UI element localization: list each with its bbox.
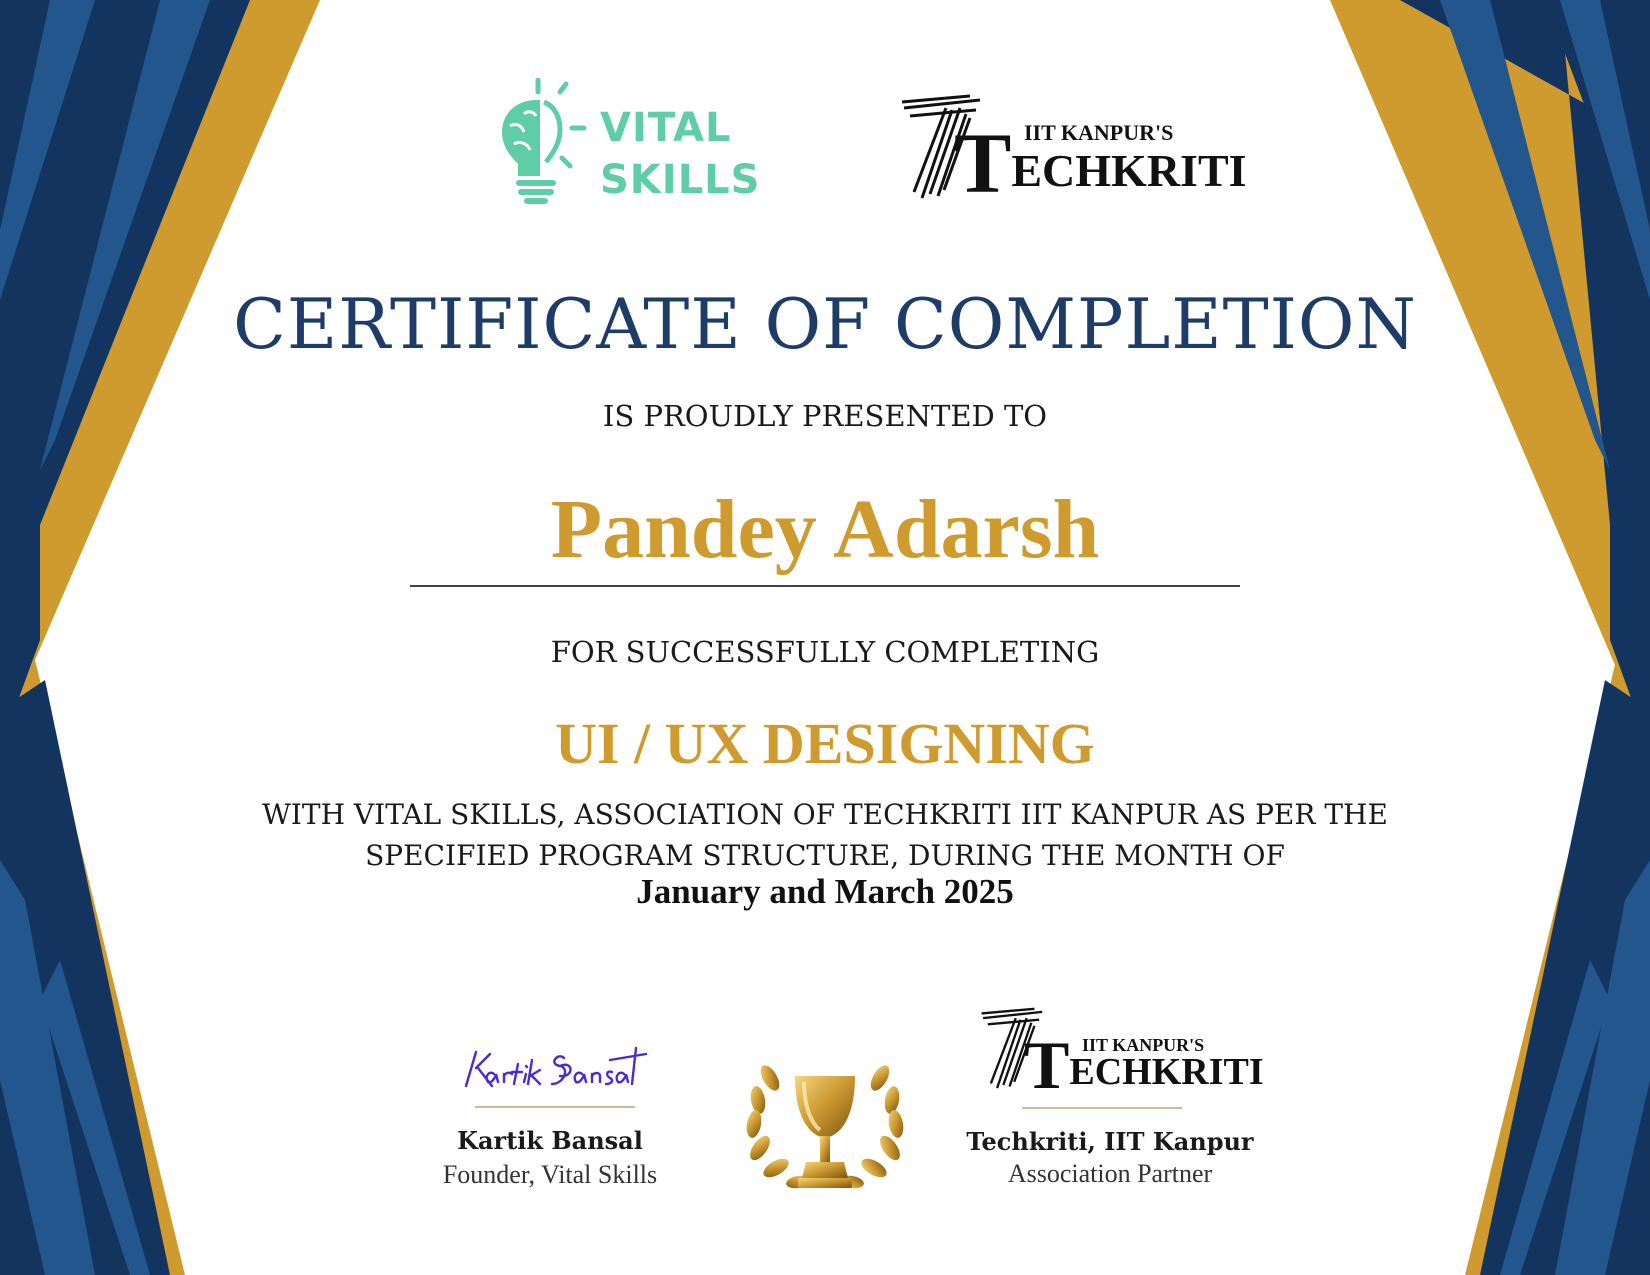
- techkriti-logo-rest-bottom: ECHKRITI: [1069, 1051, 1264, 1093]
- vital-skills-logo-line1: VITAL: [600, 105, 732, 151]
- handwritten-signature: [460, 1030, 650, 1100]
- completing-text: FOR SUCCESSFULLY COMPLETING: [550, 635, 1100, 669]
- signature-line-right: [1022, 1107, 1182, 1109]
- recipient-name: Pandey Adarsh: [550, 483, 1100, 576]
- presented-to-text: IS PROUDLY PRESENTED TO: [602, 399, 1048, 433]
- signature-line-left: [475, 1106, 635, 1108]
- vital-skills-logo-line2: SKILLS: [600, 157, 761, 203]
- program-period: January and March 2025: [636, 872, 1014, 911]
- signatory-role-right: Association Partner: [1007, 1159, 1213, 1188]
- description-line-1: WITH VITAL SKILLS, ASSOCIATION OF TECHKRITI IIT KANPUR AS PER THE: [262, 798, 1388, 831]
- techkriti-logo-prefix: IIT KANPUR'S: [1024, 120, 1174, 145]
- signatory-name-left: Kartik Bansal: [457, 1126, 643, 1155]
- trophy-laurel-icon: [740, 1048, 910, 1208]
- techkriti-logo-rest: ECHKRITI: [1011, 145, 1247, 196]
- certificate-title: CERTIFICATE OF COMPLETION: [233, 285, 1417, 365]
- techkriti-logo-letter: T: [954, 115, 1012, 211]
- techkriti-logo-letter-bottom: T: [1024, 1027, 1070, 1103]
- techkriti-logo: [900, 94, 1247, 211]
- description-line-2: SPECIFIED PROGRAM STRUCTURE, DURING THE MONTH OF: [365, 839, 1285, 872]
- techkriti-logo-prefix-bottom: IIT KANPUR'S: [1082, 1035, 1205, 1055]
- signature-block-partner: [950, 1005, 1270, 1190]
- recipient-underline: [410, 585, 1240, 587]
- signature-block-founder: [430, 1030, 670, 1190]
- signature-text: [430, 1030, 431, 1031]
- vital-skills-logo: [488, 78, 761, 208]
- signatory-name-right: Techkriti, IIT Kanpur: [966, 1127, 1254, 1156]
- lightbulb-brain-icon: [488, 78, 598, 208]
- signatory-role-left: Founder, Vital Skills: [442, 1160, 658, 1189]
- course-name: UI / UX DESIGNING: [555, 711, 1095, 776]
